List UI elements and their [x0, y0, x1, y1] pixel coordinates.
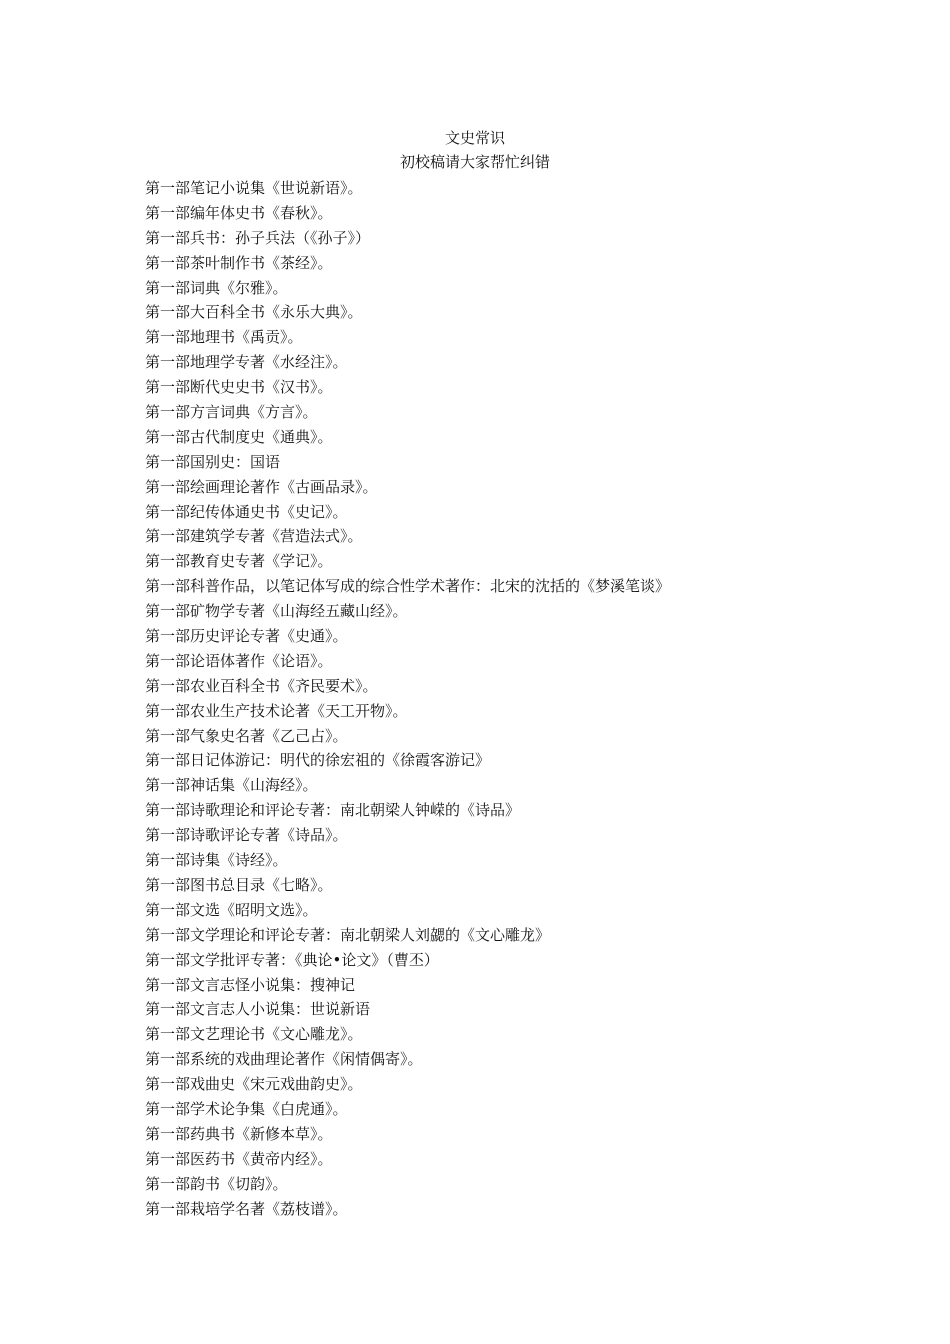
list-item: 第一部神话集《山海经》。: [145, 776, 318, 795]
list-item: 第一部建筑学专著《营造法式》。: [145, 527, 363, 546]
list-item: 第一部地理书《禹贡》。: [145, 328, 303, 347]
list-item: 第一部气象史名著《乙己占》。: [145, 726, 348, 745]
list-item: 第一部论语体著作《论语》。: [145, 651, 333, 670]
list-item: 第一部文艺理论书《文心雕龙》。: [145, 1025, 363, 1044]
list-item: 第一部兵书：孙子兵法（《孙子》）: [145, 228, 371, 247]
list-item: 第一部日记体游记：明代的徐宏祖的《徐霞客游记》: [145, 751, 491, 770]
list-item: 第一部诗集《诗经》。: [145, 851, 288, 870]
list-item: 第一部矿物学专著《山海经五藏山经》。: [145, 602, 408, 621]
list-item: 第一部纪传体通史书《史记》。: [145, 502, 348, 521]
list-item: 第一部古代制度史《通典》。: [145, 427, 333, 446]
list-item: 第一部医药书《黄帝内经》。: [145, 1149, 333, 1168]
list-item: 第一部历史评论专著《史通》。: [145, 627, 348, 646]
list-item: 第一部栽培学名著《荔枝谱》。: [145, 1199, 348, 1218]
list-item: 第一部地理学专著《水经注》。: [145, 353, 348, 372]
list-item: 第一部编年体史书《春秋》。: [145, 203, 333, 222]
list-item: 第一部国别史：国语: [145, 452, 281, 471]
title-block: [0, 126, 950, 174]
list-item: 第一部文学批评专著：《典论•论文》（曹丕）: [145, 950, 439, 969]
list-item: 第一部戏曲史《宋元戏曲韵史》。: [145, 1075, 363, 1094]
list-item: 第一部文选《昭明文选》。: [145, 900, 318, 919]
list-item: 第一部诗歌评论专著《诗品》。: [145, 826, 348, 845]
list-item: 第一部农业百科全书《齐民要术》。: [145, 676, 378, 695]
list-item: 第一部系统的戏曲理论著作《闲情偶寄》。: [145, 1050, 423, 1069]
list-item: 第一部笔记小说集《世说新语》。: [145, 179, 363, 197]
list-item: 第一部文言志人小说集：世说新语: [145, 1000, 371, 1019]
list-item: 第一部文学理论和评论专著：南北朝梁人刘勰的《文心雕龙》: [145, 925, 551, 944]
list-item: 第一部断代史史书《汉书》。: [145, 378, 333, 397]
list-item: 第一部大百科全书《永乐大典》。: [145, 303, 363, 322]
list-item: 第一部词典《尔雅》。: [145, 278, 288, 297]
list-item: 第一部文言志怪小说集：搜神记: [145, 975, 356, 994]
document-title: 文史常识: [444, 129, 505, 147]
list-item: 第一部方言词典《方言》。: [145, 403, 318, 422]
list-item: 第一部农业生产技术论著《天工开物》。: [145, 701, 408, 720]
list-item: 第一部绘画理论著作《古画品录》。: [145, 477, 378, 496]
list-item: 第一部图书总目录《七略》。: [145, 875, 333, 894]
list-item: 第一部药典书《新修本草》。: [145, 1124, 333, 1143]
list-item: 第一部教育史专著《学记》。: [145, 552, 333, 571]
list-item: 第一部诗歌理论和评论专著：南北朝梁人钟嵘的《诗品》: [145, 801, 521, 820]
entry-list: [145, 176, 925, 1221]
list-item: 第一部学术论争集《白虎通》。: [145, 1099, 348, 1118]
document-subtitle: 初校稿请大家帮忙纠错: [399, 153, 550, 171]
list-item: 第一部茶叶制作书《茶经》。: [145, 253, 333, 272]
list-item: 第一部韵书《切韵》。: [145, 1174, 288, 1193]
list-item: 第一部科普作品，以笔记体写成的综合性学术著作：北宋的沈括的《梦溪笔谈》: [145, 577, 671, 596]
